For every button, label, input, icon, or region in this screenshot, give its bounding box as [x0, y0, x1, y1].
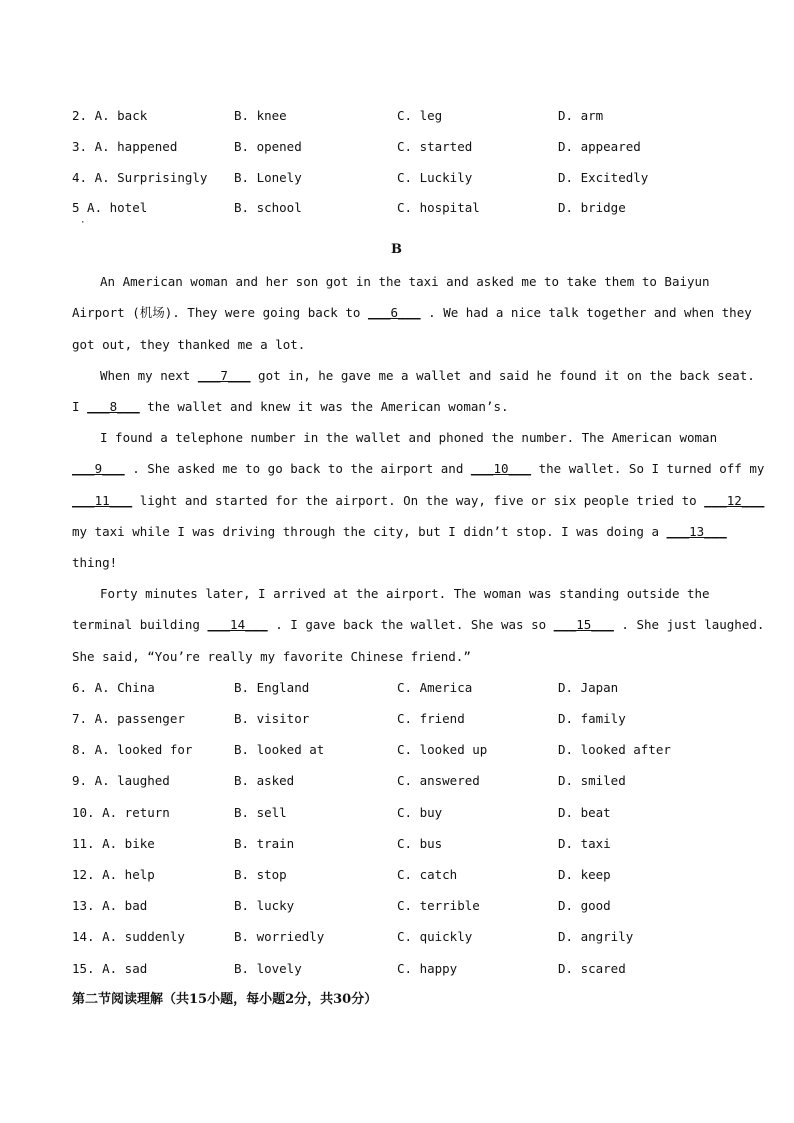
blank-14: ___14___	[207, 617, 268, 632]
option-b: B. stop	[234, 867, 287, 882]
passage-line: ___11___ light and started for the airport. On the way, five or six people tried to ___12___	[72, 493, 765, 508]
passage-line: ___9___ . She asked me to go back to the airport and ___10___ the wallet. So I turned off my	[72, 461, 765, 476]
option-d: D. good	[558, 898, 611, 913]
blank-12: ___12___	[704, 493, 765, 508]
blank-15: ___15___	[553, 617, 614, 632]
question-2-options	[72, 108, 732, 128]
blank-8: ___8___	[87, 399, 140, 414]
stray-dot: ·	[80, 218, 86, 228]
question-10-options	[72, 805, 732, 825]
option-a: 5 A. hotel	[72, 200, 148, 215]
option-a: 4. A. Surprisingly	[72, 170, 208, 185]
option-d: D. family	[558, 711, 626, 726]
option-a: 3. A. happened	[72, 139, 178, 154]
option-c: C. friend	[397, 711, 465, 726]
question-8-options	[72, 742, 732, 762]
question-4-options	[72, 170, 732, 190]
option-c: C. Luckily	[397, 170, 473, 185]
question-11-options	[72, 836, 732, 856]
question-3-options	[72, 139, 732, 159]
option-a: 13. A. bad	[72, 898, 148, 913]
option-d: D. looked after	[558, 742, 671, 757]
option-b: B. worriedly	[234, 929, 325, 944]
option-a: 9. A. laughed	[72, 773, 170, 788]
question-9-options	[72, 773, 732, 793]
question-14-options	[72, 929, 732, 949]
passage-line: I ___8___ the wallet and knew it was the American woman’s.	[72, 399, 509, 414]
passage-line: thing!	[72, 555, 118, 570]
option-b: B. looked at	[234, 742, 325, 757]
option-a: 12. A. help	[72, 867, 155, 882]
option-a: 14. A. suddenly	[72, 929, 185, 944]
passage-line: I found a telephone number in the wallet and phoned the number. The American woman	[100, 430, 718, 445]
option-b: B. school	[234, 200, 302, 215]
question-15-options	[72, 961, 732, 981]
option-d: D. Japan	[558, 680, 619, 695]
option-d: D. scared	[558, 961, 626, 976]
question-12-options	[72, 867, 732, 887]
option-d: D. arm	[558, 108, 604, 123]
option-d: D. angrily	[558, 929, 634, 944]
option-b: B. train	[234, 836, 295, 851]
option-b: B. visitor	[234, 711, 310, 726]
question-7-options	[72, 711, 732, 731]
option-d: D. Excitedly	[558, 170, 649, 185]
option-a: 6. A. China	[72, 680, 155, 695]
option-a: 7. A. passenger	[72, 711, 185, 726]
blank-6: ___6___	[367, 305, 421, 320]
option-c: C. hospital	[397, 200, 480, 215]
question-6-options	[72, 680, 732, 700]
section-title: 第二节阅读理解（共15小题，每小题2分，共30分）	[72, 992, 378, 1007]
blank-9: ___9___	[72, 461, 125, 476]
option-a: 10. A. return	[72, 805, 170, 820]
option-d: D. beat	[558, 805, 611, 820]
option-c: C. terrible	[397, 898, 480, 913]
option-b: B. sell	[234, 805, 287, 820]
passage-line: got out, they thanked me a lot.	[72, 337, 306, 352]
option-b: B. knee	[234, 108, 287, 123]
option-d: D. keep	[558, 867, 611, 882]
option-c: C. buy	[397, 805, 443, 820]
passage-line: Forty minutes later, I arrived at the airport. The woman was standing outside the	[100, 586, 710, 601]
blank-10: ___10___	[470, 461, 532, 476]
section-heading: B	[391, 242, 402, 257]
option-c: C. answered	[397, 773, 480, 788]
option-a: 2. A. back	[72, 108, 148, 123]
option-a: 15. A. sad	[72, 961, 148, 976]
option-b: B. asked	[234, 773, 295, 788]
blank-7: ___7___	[197, 368, 251, 383]
option-b: B. lucky	[234, 898, 295, 913]
passage-line: She said, “You’re really my favorite Chinese friend.”	[72, 649, 471, 664]
option-c: C. catch	[397, 867, 458, 882]
option-c: C. happy	[397, 961, 458, 976]
option-c: C. leg	[397, 108, 443, 123]
option-d: D. smiled	[558, 773, 626, 788]
question-5-options	[72, 200, 732, 220]
blank-11: ___11___	[72, 493, 133, 508]
question-13-options	[72, 898, 732, 918]
option-d: D. taxi	[558, 836, 611, 851]
option-c: C. started	[397, 139, 473, 154]
option-c: C. quickly	[397, 929, 473, 944]
option-d: D. bridge	[558, 200, 626, 215]
passage-line: my taxi while I was driving through the city, but I didn’t stop. I was doing a ___13___	[72, 524, 727, 539]
blank-13: ___13___	[666, 524, 727, 539]
option-b: B. opened	[234, 139, 302, 154]
passage-line: An American woman and her son got in the taxi and asked me to take them to Baiyun	[100, 274, 710, 289]
option-b: B. England	[234, 680, 310, 695]
option-d: D. appeared	[558, 139, 641, 154]
option-b: B. Lonely	[234, 170, 302, 185]
option-a: 8. A. looked for	[72, 742, 193, 757]
option-a: 11. A. bike	[72, 836, 155, 851]
passage-line: terminal building ___14___ . I gave back the wallet. She was so ___15___ . She just laughed.	[72, 617, 765, 632]
option-b: B. lovely	[234, 961, 302, 976]
passage-line: When my next ___7___ got in, he gave me a wallet and said he found it on the back seat.	[100, 368, 755, 383]
passage-line: Airport (机场). They were going back to ___6___ . We had a nice talk together and when they	[72, 305, 752, 320]
option-c: C. bus	[397, 836, 443, 851]
option-c: C. America	[397, 680, 473, 695]
option-c: C. looked up	[397, 742, 488, 757]
